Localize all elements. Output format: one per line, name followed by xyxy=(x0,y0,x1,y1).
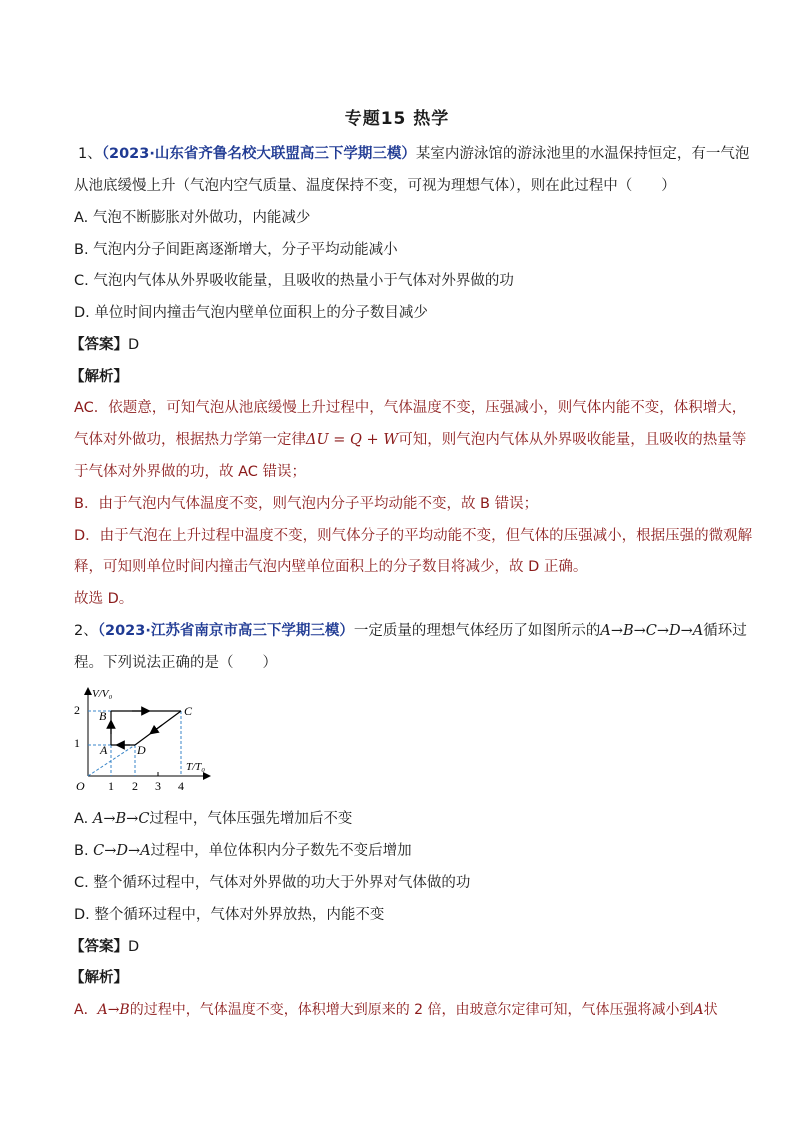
q2-stem-line-1 xyxy=(74,621,747,641)
vt-diagram xyxy=(70,684,230,804)
point-c-label: C xyxy=(184,704,193,718)
q1-option-d: D. 单位时间内撞击气泡内壁单位面积上的分子数目减少 xyxy=(74,305,428,321)
q2-stem-1a: 一定质量的理想气体经历了如图所示的 xyxy=(353,623,601,639)
q1-stem-line-1 xyxy=(78,144,749,164)
q1-option-a: A. 气泡不断膨胀对外做功，内能减少 xyxy=(74,210,311,226)
q1-analysis-line-5: D．由于气泡在上升过程中温度不变，则气体分子的平均动能不变，但气体的压强减小，根据压强的微观解 xyxy=(74,528,753,544)
x-tick-3: 3 xyxy=(155,779,161,793)
x-axis-label: T/T₀ xyxy=(186,761,206,773)
q2-answer xyxy=(70,937,139,957)
q2-option-a-prefix: A. xyxy=(74,811,93,827)
q2-stem-line-2: 程。下列说法正确的是（ ） xyxy=(74,655,277,671)
q2-analysis-mid: 的过程中，气体温度不变，体积增大到原来的 2 倍，由玻意尔定律可知，气体压强将减小到 xyxy=(129,1002,694,1018)
y-tick-1: 1 xyxy=(74,736,80,750)
q1-option-b: B. 气泡内分子间距离逐渐增大，分子平均动能减小 xyxy=(74,242,398,258)
q2-option-a xyxy=(74,809,352,829)
q2-option-c: C. 整个循环过程中，气体对外界做的功大于外界对气体做的功 xyxy=(74,875,471,891)
q1-analysis-line-4: B．由于气泡内气体温度不变，则气泡内分子平均动能不变，故 B 错误； xyxy=(74,496,539,512)
q2-analysis-prefix: A． xyxy=(74,1002,98,1018)
x-tick-2: 2 xyxy=(132,779,138,793)
arrow-c-to-d xyxy=(153,725,162,732)
q1-option-c: C. 气泡内气体从外界吸收能量，且吸收的热量小于气体对外界做的功 xyxy=(74,273,514,289)
q1-answer-label: 【答案】 xyxy=(70,337,128,353)
q1-analysis-line-3: 于气体对外界做的功，故 AC 错误； xyxy=(74,464,307,480)
point-d-label: D xyxy=(137,743,146,757)
q2-cycle: A→B→C→D→A xyxy=(600,623,704,639)
q1-analysis-label: 【解析】 xyxy=(70,369,128,385)
q2-answer-value: D xyxy=(128,939,140,955)
q1-number: 1、 xyxy=(78,146,102,162)
x-tick-4: 4 xyxy=(178,779,184,793)
q2-stem-1b: 循环过 xyxy=(703,623,747,639)
first-law-formula: ΔU = Q + W xyxy=(306,432,399,448)
q1-analysis-line-6: 释，可知则单位时间内撞击气泡内壁单位面积上的分子数目将减少，故 D 正确。 xyxy=(74,559,588,575)
q2-analysis-label: 【解析】 xyxy=(70,970,128,986)
q2-option-b xyxy=(74,841,412,861)
page-title: 专题15 热学 xyxy=(344,109,450,129)
q1-analysis-2b: 可知，则气泡内气体从外界吸收能量，且吸收的热量等 xyxy=(398,432,747,448)
q2-option-a-path: A→B→C xyxy=(92,811,150,827)
q2-answer-label: 【答案】 xyxy=(70,939,128,955)
q2-option-b-prefix: B. xyxy=(74,843,94,859)
q1-analysis-line-7: 故选 D。 xyxy=(74,591,134,607)
q1-stem-line-2: 从池底缓慢上升（气泡内空气质量、温度保持不变，可视为理想气体），则在此过程中（ ） xyxy=(74,178,676,194)
q1-answer-value: D xyxy=(128,337,140,353)
point-b-label: B xyxy=(99,709,107,723)
q2-option-a-text: 过程中，气体压强先增加后不变 xyxy=(149,811,353,827)
q2-source: （2023·江苏省南京市高三下学期三模） xyxy=(97,623,354,639)
q1-analysis-2a: 气体对外做功，根据热力学第一定律 xyxy=(74,432,306,448)
y-tick-2: 2 xyxy=(74,703,80,717)
origin-label: O xyxy=(76,779,85,793)
q1-answer xyxy=(70,335,139,355)
q2-analysis-line-1 xyxy=(74,1000,718,1020)
q1-analysis-line-1: AC．依题意，可知气泡从池底缓慢上升过程中，气体温度不变，压强减小，则气体内能不变，体积增大， xyxy=(74,400,747,416)
y-axis-label: V/V₀ xyxy=(92,688,113,700)
x-tick-1: 1 xyxy=(108,779,114,793)
q1-stem-1: 某室内游泳馆的游泳池里的水温保持恒定，有一气泡 xyxy=(415,146,750,162)
point-a-label: A xyxy=(100,743,108,757)
q1-source: （2023·山东省齐鲁名校大联盟高三下学期三模） xyxy=(101,146,416,162)
q2-analysis-end: 状 xyxy=(703,1002,718,1018)
q2-option-b-path: C→D→A xyxy=(93,843,151,859)
q2-option-d: D. 整个循环过程中，气体对外界放热，内能不变 xyxy=(74,907,385,923)
q1-analysis-line-2 xyxy=(74,430,746,450)
q2-number: 2、 xyxy=(74,623,98,639)
q2-option-b-text: 过程中，单位体积内分子数先不变后增加 xyxy=(150,843,412,859)
q2-analysis-var: A xyxy=(693,1002,704,1018)
q2-analysis-path: A→B xyxy=(97,1002,130,1018)
